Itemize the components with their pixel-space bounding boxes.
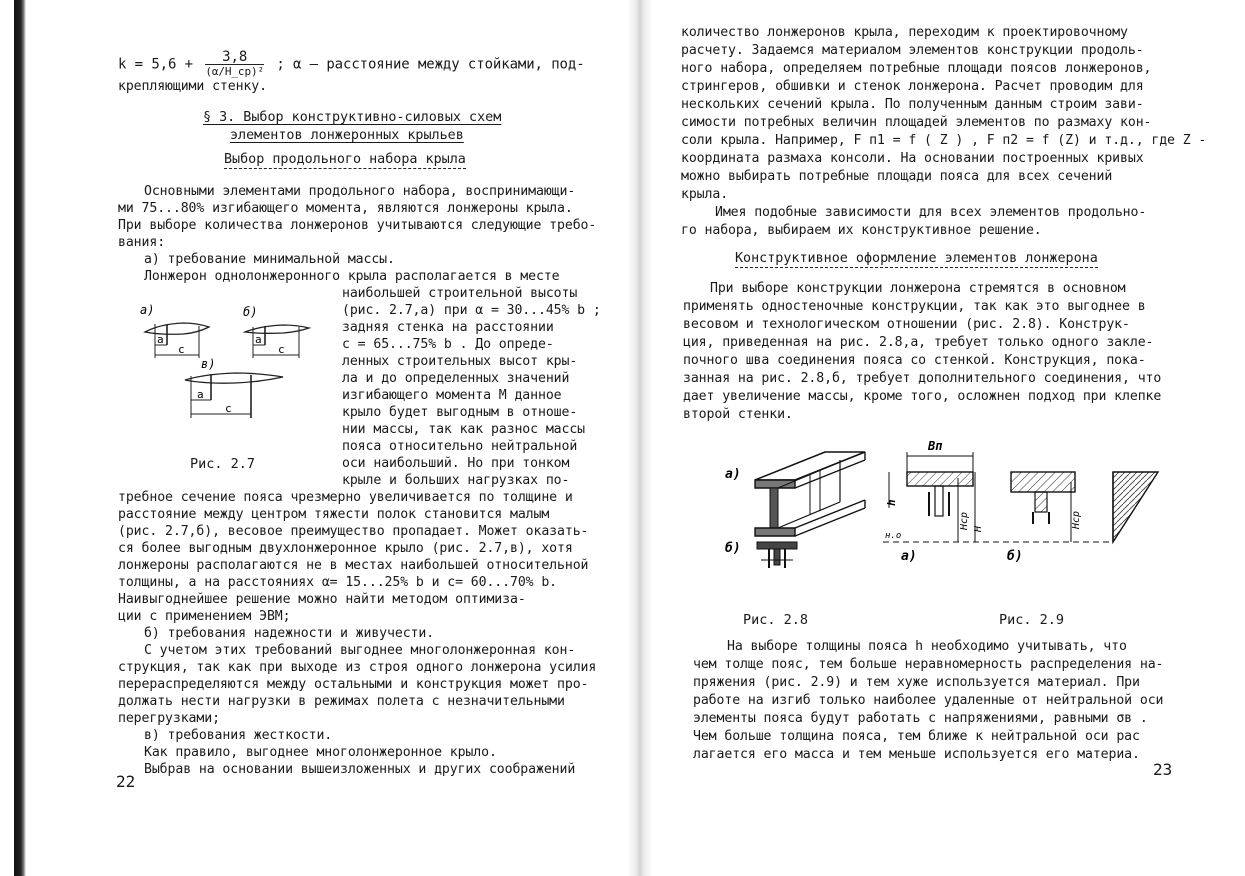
paragraph-line: ленных строительных высот кры- <box>342 354 578 369</box>
paragraph-line: весовом и технологическом отношении (рис. 2.8). Конструк- <box>683 317 1130 332</box>
paragraph-line: Наивыгоднейшее решение можно найти методом оптимиза- <box>118 592 526 607</box>
paragraph-line: требное сечение пояса чрезмерно увеличивается по толщине и <box>118 490 573 505</box>
stress-distribution-diagram <box>1113 472 1158 542</box>
paragraph-line: стрингеров, обшивки и стенок лонжерона. Расчет проводим для <box>681 79 1144 94</box>
web-section-a <box>935 486 943 516</box>
paragraph-line: почного шва соединения пояса со стенкой. Конструкция, пока- <box>683 353 1146 368</box>
paragraph-line: толщины, а на расстояниях α= 15...25% b и c= 60...70% b. <box>118 575 558 590</box>
fig27-dim-c: c <box>178 343 185 356</box>
svg-text:c: c <box>225 402 232 415</box>
formula-numerator: 3,8 <box>205 51 264 65</box>
paragraph-line: ция, приведенная на рис. 2.8,а, требует только одного закле- <box>683 335 1154 350</box>
paragraph-line: Как правило, выгоднее многолонжеронное крыло. <box>144 745 497 760</box>
figure-2-9-caption: Рис. 2.9 <box>999 612 1065 628</box>
paragraph-line: симости потребных величин площадей элементов по размаху кон- <box>681 115 1152 130</box>
paragraph-line: дает увеличение массы, кроме того, осложнен подход при клепке <box>683 389 1162 404</box>
paragraph-line: расчету. Задаемся материалом элементов конструкции продоль- <box>681 43 1144 58</box>
fig28-label-a: а) <box>725 467 741 482</box>
fig27-label-v: в) <box>201 357 216 371</box>
paragraph-line: должать нести нагрузки в режимах полета с незначительными <box>118 694 565 709</box>
figure-2-7-caption: Рис. 2.7 <box>190 456 256 472</box>
section-heading-line-1: § 3. Выбор конструктивно-силовых схем <box>203 110 502 125</box>
svg-text:a: a <box>255 333 262 346</box>
fig29-label-bn: Bп <box>928 439 943 453</box>
subheading-spar-design: Конструктивное оформление элементов лонжерона <box>735 251 1098 266</box>
fig29-label-h: h <box>885 499 898 506</box>
paragraph-line: Выбрав на основании вышеизложенных и других соображений <box>144 762 576 777</box>
formula-fraction <box>205 51 264 78</box>
paragraph-line: ся более выгодным двухлонжеронное крыло (рис. 2.7,в), хотя <box>118 541 573 556</box>
paragraph-line: го набора, выбираем их конструктивное решение. <box>681 223 1042 238</box>
page-number-right: 23 <box>1153 760 1173 779</box>
right-page <box>625 0 1245 876</box>
paragraph-line: координата размаха консоли. На основании построенных кривых <box>681 151 1144 166</box>
paragraph-line: нескольких сечений крыла. По полученным данным строим зави- <box>681 97 1144 112</box>
paragraph-line: лонжероны располагаются не в местах наибольшей относительной <box>118 558 589 573</box>
fig27-label-a: а) <box>140 303 155 317</box>
paragraph-line: При выборе конструкции лонжерона стремятся в основном <box>710 281 1126 296</box>
paragraph-line: изгибающего момента M данное <box>342 388 562 403</box>
paragraph-line: перераспределяются между остальными и конструкция может про- <box>118 677 589 692</box>
paragraph-line: применять одностеночные конструкции, так как это выгоднее в <box>683 299 1146 314</box>
fig29-label-H: H <box>973 525 984 532</box>
svg-text:a: a <box>197 388 204 401</box>
paragraph-line: Лонжерон однолонжеронного крыла располагается в месте <box>144 269 560 284</box>
paragraph-line: расстояние между центром тяжести полок становится малым <box>118 507 550 522</box>
formula-tail: ; α – расстояние между стойками, под- <box>276 56 585 73</box>
paragraph-line: количество лонжеронов крыла, переходим к проектировочному <box>681 25 1128 40</box>
paragraph-line: работе на изгиб только наиболее удаленные от нейтральной оси <box>693 693 1164 708</box>
svg-text:c: c <box>278 343 285 356</box>
formula-denominator: (α/H_ср)² <box>205 65 265 78</box>
beam-web <box>770 488 778 528</box>
paragraph-line: второй стенки. <box>683 407 793 422</box>
fig28-label-b: б) <box>725 541 741 556</box>
fig29-label-b: б) <box>1007 549 1023 564</box>
paragraph-line: б) требования надежности и живучести. <box>144 626 435 641</box>
fig29-label-no: н.о <box>885 531 902 541</box>
paragraph-line: нии массы, так как разнос массы <box>342 422 586 437</box>
paragraph-line: крыла. <box>681 187 729 202</box>
paragraph-line: ла и до определенных значений <box>342 371 570 386</box>
fig29-label-hcp2: Hср <box>1071 510 1082 529</box>
paragraph-line: Имея подобные зависимости для всех элементов продольно- <box>715 205 1147 220</box>
fig27-label-b: б) <box>243 305 258 319</box>
paragraph-line: а) требование минимальной массы. <box>144 252 395 267</box>
figure-2-8-spar-sections <box>725 440 875 590</box>
paragraph-line: (рис. 2.7,а) при α = 30...45% b ; <box>342 303 601 318</box>
paragraph-line: c = 65...75% b . До опреде- <box>342 337 554 352</box>
paragraph-line: соли крыла. Например, F п1 = f ( Z ) , F п2 = f (Z) и т.д., где Z - <box>681 133 1207 148</box>
paragraph-line: чем толще пояс, тем больше неравномерность распределения на- <box>693 657 1164 672</box>
paragraph-line: занная на рис. 2.8,б, требует дополнительного соединения, что <box>683 371 1162 386</box>
page-number-left: 22 <box>116 772 136 791</box>
paragraph-line: ного набора, определяем потребные площади поясов лонжеронов, <box>681 61 1152 76</box>
paragraph-line: ми 75...80% изгибающего момента, являются лонжероны крыла. <box>118 201 573 216</box>
paragraph-line: вания: <box>118 235 166 250</box>
fig29-label-hcp1: Hср <box>959 511 970 530</box>
paragraph-line: крыло будет выгодным в отноше- <box>342 405 578 420</box>
flange-section-a <box>907 472 973 486</box>
formula-continuation: крепляющими стенку. <box>118 79 267 94</box>
figure-2-9-flange-sections <box>883 432 1203 592</box>
paragraph-line: При выборе количества лонжеронов учитываются следующие требо- <box>118 218 597 233</box>
paragraph-line: можно выбирать потребные площади пояса для всех сечений <box>681 169 1113 184</box>
paragraph-line: Основными элементами продольного набора, воспринимающи- <box>144 184 576 199</box>
paragraph-line: элементы пояса будут работать с напряжениями, равными σв . <box>693 711 1148 726</box>
paragraph-line: пряжения (рис. 2.9) и тем хуже используется материал. При <box>693 675 1140 690</box>
paragraph-line: (рис. 2.7,б), весовое преимущество пропадает. Может оказать- <box>118 524 589 539</box>
paragraph-line: лагается его масса и тем меньше используется его материа. <box>693 747 1140 762</box>
paragraph-line: оси наибольший. Но при тонком <box>342 456 570 471</box>
formula-line <box>118 51 585 78</box>
section-heading-line-2: элементов лонжеронных крыльев <box>230 128 464 143</box>
paragraph-line: пояса относительно нейтральной <box>342 439 578 454</box>
fig29-label-a: а) <box>901 549 917 564</box>
paragraph-line: ции с применением ЭВМ; <box>118 609 291 624</box>
airfoil-v <box>185 373 283 383</box>
figure-2-7-airfoils <box>135 300 335 425</box>
beam-bottom-flange <box>755 528 795 536</box>
paragraph-line: наибольшей строительной высоты <box>342 286 578 301</box>
paragraph-line: в) требования жесткости. <box>144 728 333 743</box>
paragraph-line: Чем больше толщина пояса, тем ближе к нейтральной оси рас <box>693 729 1140 744</box>
paragraph-line: крыле и больших нагрузках по- <box>342 473 570 488</box>
paragraph-line: задняя стенка на расстоянии <box>342 320 554 335</box>
fig27-dim-a: a <box>157 333 164 346</box>
formula-lead: k = 5,6 + <box>118 56 193 73</box>
paragraph-line: На выборе толщины пояса h необходимо учитывать, что <box>727 639 1127 654</box>
paragraph-line: перегрузками; <box>118 711 220 726</box>
figure-2-8-caption: Рис. 2.8 <box>743 612 809 628</box>
flange-section-b <box>1011 472 1075 492</box>
paragraph-line: С учетом этих требований выгоднее многолонжеронная кон- <box>144 643 576 658</box>
paragraph-line: струкция, так как при выходе из строя одного лонжерона усилия <box>118 660 597 675</box>
subheading-longitudinal-set: Выбор продольного набора крыла <box>224 152 466 167</box>
